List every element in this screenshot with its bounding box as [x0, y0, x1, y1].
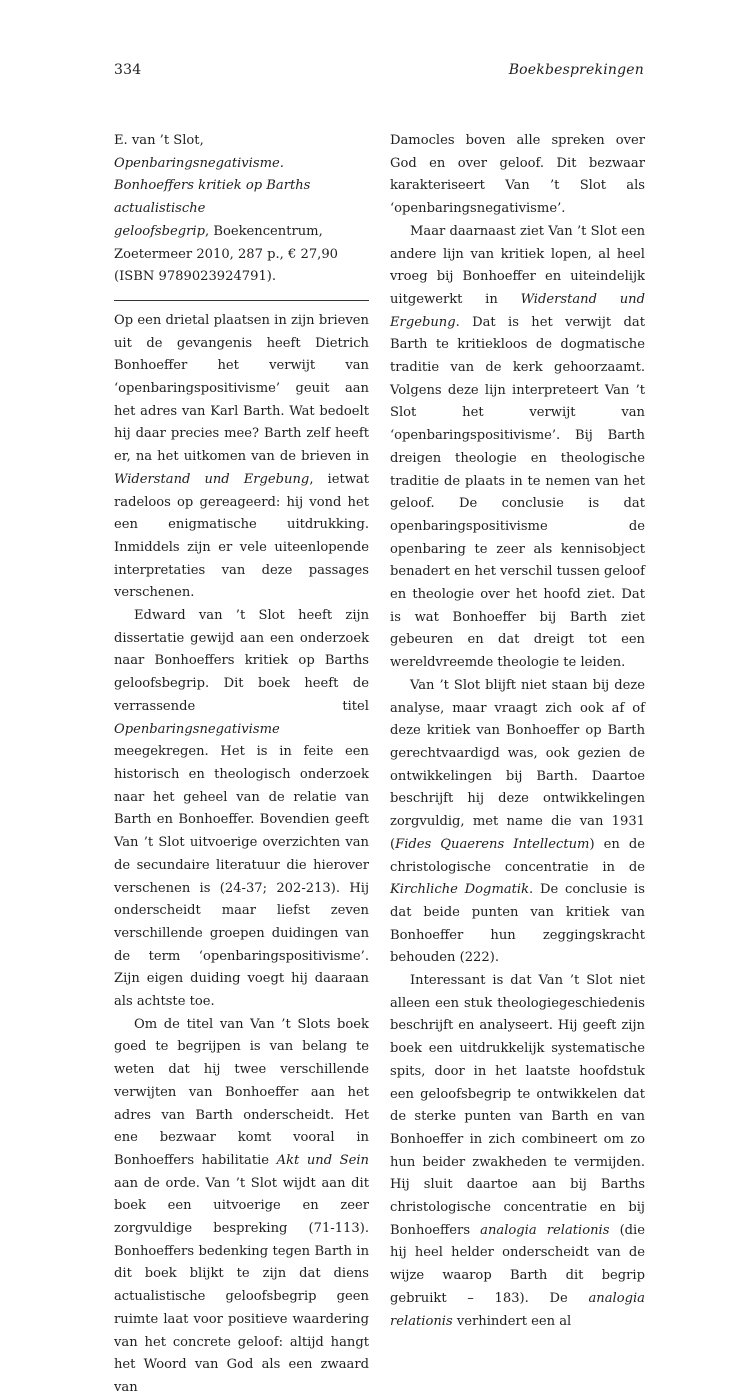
italic-text: Kirchliche Dogmatik	[390, 882, 530, 898]
biblio-line	[114, 266, 369, 289]
biblio-line	[114, 175, 369, 220]
italic-text: Widerstand und Ergebung	[114, 471, 310, 487]
biblio-isbn: (ISBN 9789023924791).	[114, 269, 277, 285]
running-header: Boekbesprekingen	[508, 62, 644, 78]
biblio-line	[114, 221, 369, 244]
italic-text: Widerstand und Ergebung	[390, 291, 645, 330]
text-run: Damocles boven alle spreken over God en over geloof. Dit bezwaar karakteriseert Van ’t Slot als ‘openbaringsnegativisme’.	[390, 133, 645, 217]
text-run: Van ’t Slot blijft niet staan bij deze analyse, maar vraagt zich ook af of deze kritiek van Bonhoeffer op Barth gerechtvaardigd was, ook gezien de ontwikkelingen bij Barth. Daartoe beschrijft hij deze ontwikkelingen zorgvuldig, met name die van 1931 (	[390, 677, 645, 852]
book-reference	[114, 130, 369, 289]
biblio-author: E. van ’t Slot,	[114, 133, 204, 148]
right-body-text	[390, 130, 645, 1333]
text-run: verhindert een al	[452, 1313, 572, 1329]
biblio-line	[114, 130, 369, 175]
text-run: , ietwat radeloos op gereageerd: hij vond het een enigmatische uitdrukking. Inmiddels zijn er vele uiteenlopende interpretaties van deze passages verschenen.	[114, 471, 369, 601]
text-run: meegekregen. Het is in feite een historisch en theologisch onderzoek naar het geheel van de relatie van Barth en Bonhoeffer. Bovendien geeft Van ’t Slot uitvoerige overzichten van de secundaire literatuur die hierover verschenen is (24-37; 202-213). Hij onderscheidt maar liefst zeven verschillende groepen duidingen van de term ‘openbaringspositivisme’. Zijn eigen duiding voegt hij daaraan als achtste toe.	[114, 744, 369, 1010]
body-paragraph	[114, 605, 369, 1014]
page-number: 334	[114, 62, 142, 78]
body-paragraph	[390, 675, 645, 970]
italic-text: analogia relationis	[480, 1222, 610, 1238]
text-run: Edward van ’t Slot heeft zijn dissertatie gewijd aan een onderzoek naar Bonhoeffers kritiek op Barths geloofsbegrip. Dit boek heeft de verrassende titel	[114, 608, 369, 714]
left-body-text	[114, 310, 369, 1400]
right-column	[390, 130, 645, 1333]
italic-text: Akt und Sein	[276, 1152, 369, 1168]
italic-text: analogia relationis	[390, 1290, 645, 1329]
italic-text: Openbaringsnegativisme	[114, 721, 280, 737]
biblio-title: Openbaringsnegativisme.	[114, 155, 284, 171]
body-paragraph	[390, 970, 645, 1333]
text-run: . De conclusie is dat beide punten van kritiek van Bonhoeffer hun zeggingskracht behouden (222).	[390, 882, 645, 966]
body-paragraph	[114, 1014, 369, 1400]
body-paragraph	[390, 130, 645, 221]
biblio-subtitle-end: geloofsbegrip	[114, 223, 205, 239]
text-run: . Dat is het verwijt dat Barth te kritiekloos de dogmatische traditie van de kerk gehoorzaamt. Volgens deze lijn interpreteert Van ’t Slot het verwijt van ‘openbaringspositivisme’. Bij Barth dreigen theologie en theologische traditie de plaats in te nemen van het geloof. De conclusie is dat openbaringspositivisme de openbaring te zeer als kennisobject benadert en het verschil tussen geloof en theologie over het hoofd ziet. Dat is wat Bonhoeffer bij Barth ziet gebeuren en dat dreigt tot een wereldvreemde theologie te leiden.	[390, 314, 645, 671]
biblio-line	[114, 244, 369, 267]
text-run: aan de orde. Van ’t Slot wijdt aan dit boek een uitvoerige en zeer zorgvuldige bespreking (71-113). Bonhoeffers bedenking tegen Barth in dit boek blijkt te zijn dat diens actualistische geloofsbegrip geen ruimte laat voor positieve waardering van het concrete geloof: altijd hangt het Woord van God als een zwaard van	[114, 1175, 369, 1395]
divider-rule	[114, 300, 369, 301]
biblio-publisher: , Boekencentrum,	[205, 223, 323, 239]
text-run: ) en de christologische concentratie in de	[390, 836, 645, 875]
left-column	[114, 130, 369, 1400]
biblio-subtitle: Bonhoeffers kritiek op Barths actualistische	[114, 178, 311, 217]
text-run: Interessant is dat Van ’t Slot niet alleen een stuk theologiegeschiedenis beschrijft en analyseert. Hij geeft zijn boek een uitdrukkelijk systematische spits, door in het laatste hoofdstuk een geloofsbegrip te ontwikkelen dat de sterke punten van Barth en van Bonhoeffer in zich combineert om zo hun beider zwakheden te vermijden. Hij sluit daartoe aan bij Barths christologische concentratie en bij Bonhoeffers	[390, 973, 645, 1238]
biblio-place-price: Zoetermeer 2010, 287 p., € 27,90	[114, 246, 338, 262]
text-run: Om de titel van Van ’t Slots boek goed te begrijpen is van belang te weten dat hij twee verschillende verwijten van Bonhoeffer aan het adres van Barth onderscheidt. Het ene bezwaar komt vooral in Bonhoeffers habilitatie	[114, 1016, 369, 1168]
body-paragraph	[390, 221, 645, 675]
text-run: Maar daarnaast ziet Van ’t Slot een andere lijn van kritiek lopen, al heel vroeg bij Bonhoeffer en uiteindelijk uitgewerkt in	[390, 223, 645, 307]
body-paragraph	[114, 310, 369, 605]
italic-text: Fides Quaerens Intellectum	[395, 836, 590, 852]
text-run: Op een drietal plaatsen in zijn brieven uit de gevangenis heeft Dietrich Bonhoeffer het verwijt van ‘openbaringspositivisme’ geuit aan het adres van Karl Barth. Wat bedoelt hij daar precies mee? Barth zelf heeft er, na het uitkomen van de brieven in	[114, 312, 369, 465]
text-run: (die hij heel helder onderscheidt van de wijze waarop Barth dit begrip gebruikt – 183). De	[390, 1222, 645, 1306]
